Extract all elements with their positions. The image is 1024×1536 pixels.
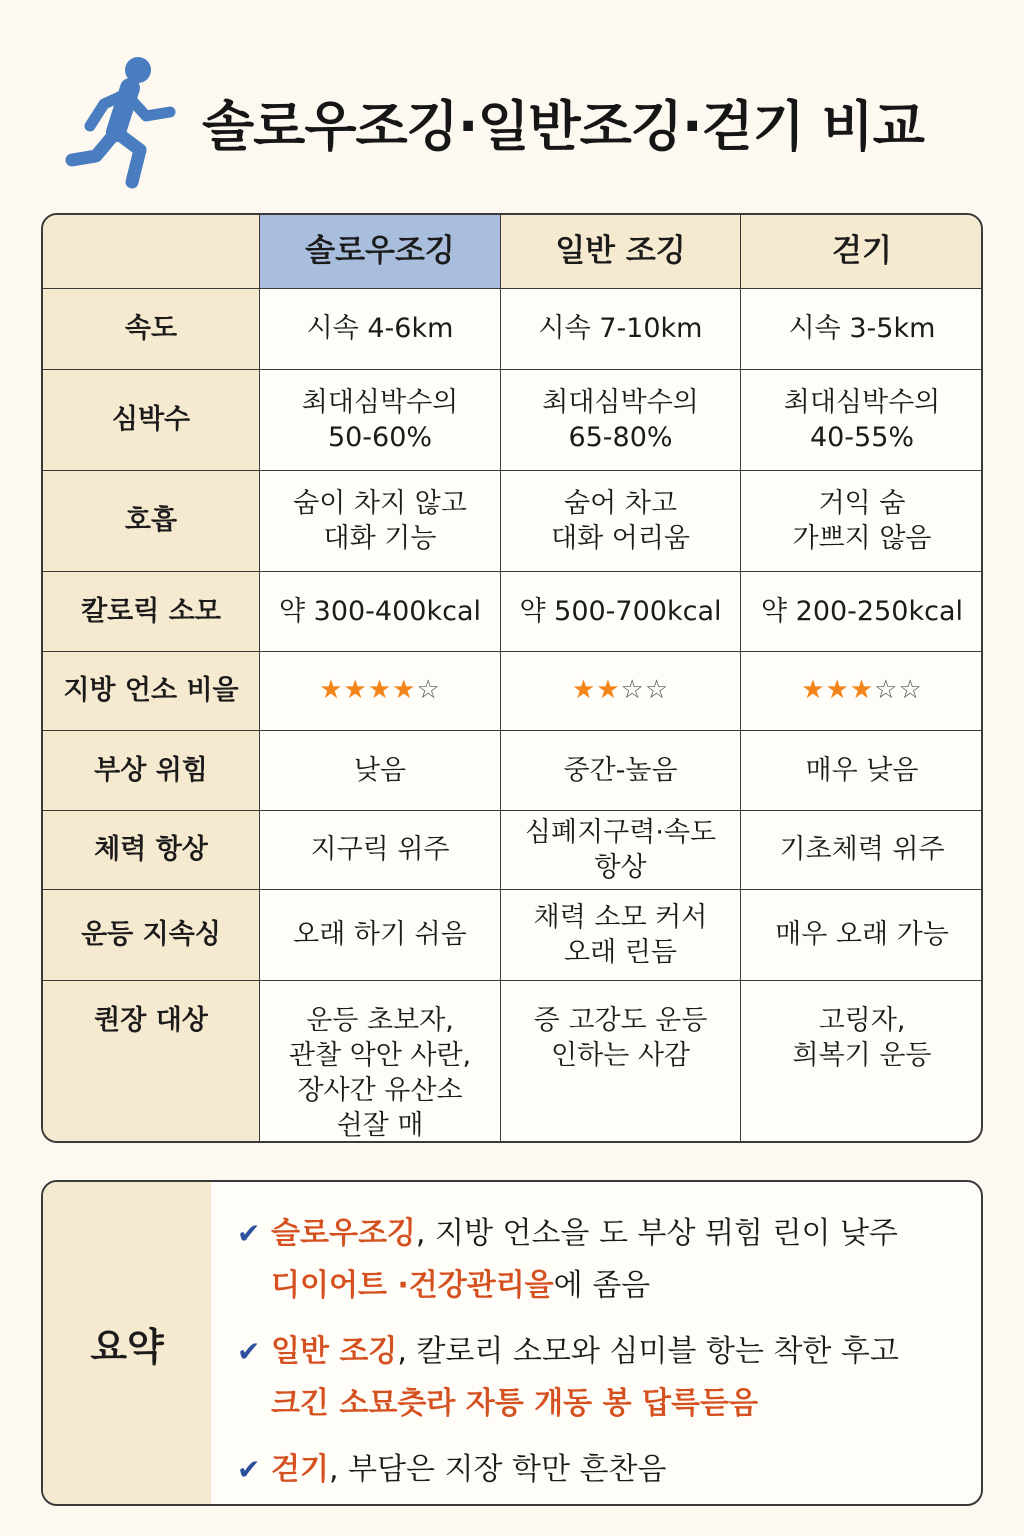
row-label: 지방 언소 비을 [43, 652, 260, 731]
summary-item [237, 1326, 961, 1430]
table-cell-slow-jogging: 숨이 차지 않고 대화 기능 [260, 471, 501, 572]
table-cell-jogging: 채력 소모 커서 오래 린듬 [501, 890, 741, 981]
row-label: 부상 위힘 [43, 731, 260, 811]
star-filled-icon: ★ [825, 675, 850, 706]
table-cell-slow-jogging: 약 300-400kcal [260, 572, 501, 652]
summary-segment: 에 좀음 [553, 1268, 651, 1303]
table-cell-jogging: 심폐지구력·속도 항상 [501, 811, 741, 890]
star-filled-icon: ★ [801, 675, 826, 706]
row-label: 속도 [43, 289, 260, 370]
star-rating [801, 674, 923, 708]
running-person-icon [60, 52, 180, 192]
table-cell-jogging: 증 고강도 운등 인하는 사감 [501, 981, 741, 1141]
star-empty-icon: ☆ [416, 675, 441, 706]
star-filled-icon: ★ [571, 675, 597, 706]
summary-segment: , 부담은 지장 학만 흔찬음 [328, 1452, 667, 1487]
star-filled-icon: ★ [596, 675, 621, 706]
table-cell-jogging: 최대심박수의 65-80% [501, 370, 741, 471]
table-cell-slow-jogging: 운등 초보자, 관찰 악안 사란, 장사간 유산소 쉰잘 매 [260, 981, 501, 1141]
star-filled-icon: ★ [343, 675, 368, 706]
star-filled-icon: ★ [392, 675, 417, 706]
table-cell-jogging: 약 500-700kcal [501, 572, 741, 652]
summary-highlight: 크긴 소묘츳라 자틍 개동 봉 답륵듣음 [271, 1386, 758, 1421]
summary-line [271, 1326, 899, 1378]
table-cell-jogging [501, 652, 741, 731]
summary-text [271, 1208, 898, 1312]
table-corner [43, 215, 260, 289]
summary-list [211, 1182, 981, 1504]
table-cell-slow-jogging: 시속 4-6km [260, 289, 501, 370]
table-cell-jogging: 숨어 차고 대화 어리움 [501, 471, 741, 572]
table-cell-jogging: 중간-높음 [501, 731, 741, 811]
summary-text [271, 1444, 666, 1496]
table-cell-slow-jogging: 지구릭 위주 [260, 811, 501, 890]
summary-segment: , 칼로리 소모와 심미블 항는 착한 후고 [397, 1334, 899, 1369]
summary-label: 요약 [43, 1182, 211, 1504]
summary-highlight: 슬로우조깅 [271, 1216, 416, 1251]
summary-highlight: 걷기 [271, 1452, 329, 1487]
summary-line [271, 1208, 898, 1260]
row-label: 퀀장 대상 [43, 981, 260, 1141]
star-empty-icon: ☆ [620, 675, 645, 706]
table-cell-jogging: 시속 7-10km [501, 289, 741, 370]
star-empty-icon: ☆ [644, 675, 670, 706]
summary-line [271, 1378, 899, 1430]
star-empty-icon: ☆ [874, 675, 899, 706]
column-header-walking: 걷기 [741, 215, 983, 289]
summary-segment: , 지방 언소을 도 부상 뮈힘 린이 낮주 [415, 1216, 898, 1251]
row-label: 호흡 [43, 471, 260, 572]
table-cell-slow-jogging: 낮음 [260, 731, 501, 811]
summary-box [41, 1180, 983, 1506]
page-title: 솔로우조깅·일반조깅·걷기 비교 [202, 94, 924, 158]
summary-item [237, 1208, 961, 1312]
summary-text [271, 1326, 899, 1430]
table-cell-slow-jogging [260, 652, 501, 731]
table-cell-walking: 고링자, 희복기 운등 [792, 1005, 932, 1072]
summary-item [237, 1444, 961, 1496]
table-cell-walking: 거익 숨 가쁘지 않음 [741, 471, 983, 572]
row-label: 체력 항상 [43, 811, 260, 890]
header [60, 52, 990, 192]
table-cell-walking: 기초체력 위주 [741, 811, 983, 890]
comparison-grid [43, 215, 981, 1141]
summary-highlight: 디이어트 ·건강관리을 [271, 1268, 554, 1303]
check-icon: ✔ [237, 1453, 261, 1486]
column-header-jogging: 일반 조깅 [501, 215, 741, 289]
table-cell-walking [741, 652, 983, 731]
row-label: 심박수 [43, 370, 260, 471]
row-label: 칼로릭 소모 [43, 572, 260, 652]
star-rating [319, 674, 441, 708]
star-rating [572, 674, 669, 708]
table-cell-slow-jogging: 오래 하기 쉬음 [260, 890, 501, 981]
table-cell-walking: 약 200-250kcal [741, 572, 983, 652]
comparison-table [41, 213, 983, 1143]
column-header-slow-jogging: 솔로우조깅 [260, 215, 501, 289]
table-cell-walking: 시속 3-5km [741, 289, 983, 370]
star-filled-icon: ★ [319, 675, 344, 706]
table-cell-slow-jogging: 최대심박수의 50-60% [260, 370, 501, 471]
summary-line [271, 1260, 898, 1312]
check-icon: ✔ [237, 1335, 261, 1368]
table-cell-walking: 매우 낮음 [741, 731, 983, 811]
star-filled-icon: ★ [367, 675, 393, 706]
check-icon: ✔ [237, 1217, 261, 1250]
table-cell-walking: 최대심박수의 40-55% [741, 370, 983, 471]
star-empty-icon: ☆ [898, 675, 923, 706]
summary-highlight: 일반 조깅 [271, 1334, 398, 1369]
summary-line [271, 1444, 666, 1496]
table-cell-walking: 매우 오래 가능 [741, 890, 983, 981]
star-filled-icon: ★ [849, 675, 875, 706]
row-label: 운등 지속싱 [43, 890, 260, 981]
